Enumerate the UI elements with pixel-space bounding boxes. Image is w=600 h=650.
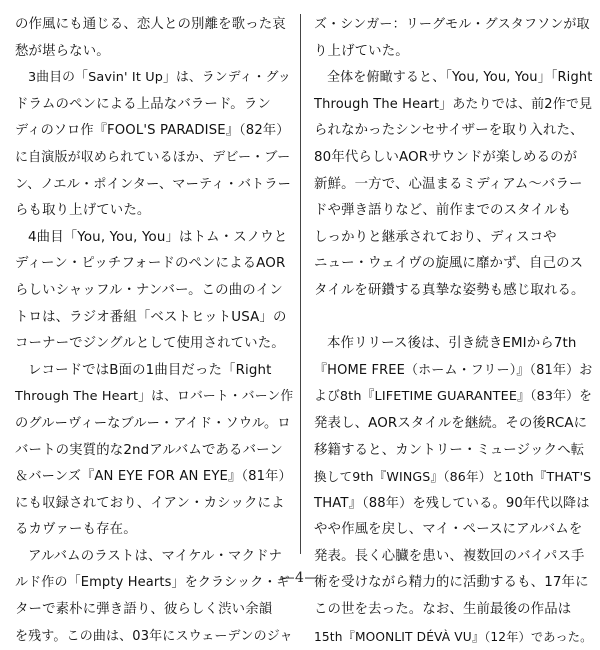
text-line: Through The Heart」あたりでは、前2作で見: [314, 96, 593, 112]
page-number: ―4―: [280, 570, 320, 586]
text-line: バートの実質的な2ndアルバムであるバーン: [15, 442, 283, 458]
text-line: コーナーでジングルとして使用されていた。: [15, 336, 285, 352]
text-line: 愁が堪らない。: [15, 43, 110, 59]
text-line: トロは、ラジオ番組「ベストヒットUSA」の: [15, 309, 287, 325]
text-line: 15th『MOONLIT DÉVÀ VU』（12年）であった。: [314, 629, 593, 644]
text-line: ドラムのペンによる上品なバラード。ラン: [15, 96, 271, 112]
text-line: THAT』（88年）を残している。90年代以降は: [314, 495, 590, 511]
text-line: らも取り上げていた。: [15, 203, 151, 219]
text-line: 3曲目の「Savin' It Up」は、ランディ・グッ: [28, 70, 291, 86]
text-line: 本作リリース後は、引き続きEMIから7th: [327, 336, 577, 352]
text-line: 発表。長く心臓を患い、複数回のバイパス手: [314, 548, 585, 564]
text-line: ニュー・ウェイヴの旋風に靡かず、自己のス: [314, 256, 584, 272]
text-line: 術を受けながら精力的に活動するも、17年に: [314, 575, 589, 591]
text-line: に自演版が収められているほか、デビー・ブー: [15, 149, 291, 165]
right-column: [314, 12, 593, 650]
text-line: にも収録されており、イアン・カシックによ: [15, 495, 285, 511]
text-line: Through The Heart」は、ロバート・バーン作: [15, 389, 294, 405]
text-line: ン、ノエル・ポインター、マーティ・バトラー: [15, 176, 291, 192]
text-line: レコードではB面の1曲目だった「Right: [28, 362, 272, 378]
text-line: ズ・シンガー：リーグモル・グスタフソンが取: [314, 17, 590, 32]
text-line: ディのソロ作『FOOL'S PARADISE』（82年）: [15, 123, 290, 139]
text-line: この世を去った。なお、生前最後の作品は: [314, 602, 572, 618]
text-line: るカヴァーも存在。: [15, 522, 137, 538]
text-line: ディーン・ピッチフォードのペンによるAOR: [15, 256, 286, 272]
paragraph-gap: [314, 305, 584, 332]
text-line: よび8th『LIFETIME GUARANTEE』（83年）を: [314, 389, 593, 405]
text-line: らしいシャッフル・ナンバー。この曲のイン: [15, 282, 283, 298]
text-line: 移籍すると、カントリー・ミュージックへ転: [314, 442, 585, 458]
text-line: のグルーヴィーなブルー・アイド・ソウル。ロ: [15, 415, 291, 431]
text-line: アルバムのラストは、マイケル・マクドナ: [28, 548, 283, 564]
text-line: しっかりと継承されており、ディスコや: [314, 229, 557, 245]
text-line: り上げていた。: [314, 43, 409, 59]
text-line: ドや弾き語りなど、前作までのスタイルも: [314, 203, 572, 219]
text-line: タイルを研鑽する真摯な姿勢も感じ取れる。: [314, 282, 585, 298]
text-line: 4曲目「You, You, You」はトム・スノウと: [28, 229, 288, 245]
text-line: ＆バーンズ『AN EYE FOR AN EYE』（81年）: [15, 469, 292, 485]
text-line: を残す。この曲は、03年にスウェーデンのジャ: [15, 628, 293, 644]
text-line: 発表し、AORスタイルを継続。その後RCAに: [314, 415, 588, 431]
text-line: 新鮮。一方で、心温まるミディアム～バラー: [314, 176, 583, 192]
text-line: やや作風を戻し、マイ・ペースにアルバムを: [314, 522, 583, 538]
text-line: 換して9th『WINGS』（86年）と10th『THAT'S: [314, 469, 592, 485]
text-line: 全体を俯瞰すると、「You, You, You」「Right: [327, 70, 593, 86]
text-line: られなかったシンセサイザーを取り入れた、: [314, 123, 584, 139]
text-line: ターで素朴に弾き語り、彼らしく渋い余韻: [15, 602, 273, 618]
text-line: 『HOME FREE（ホーム・フリー）』（81年）お: [314, 362, 593, 378]
text-line: 80年代らしいAORサウンドが楽しめるのが: [314, 149, 578, 165]
column-divider: [300, 14, 301, 554]
left-column: [15, 12, 294, 650]
text-line: ルド作の「Empty Hearts」をクラシック・ギ: [15, 575, 290, 591]
text-line: の作風にも通じる、恋人との別離を歌った哀: [15, 17, 286, 32]
